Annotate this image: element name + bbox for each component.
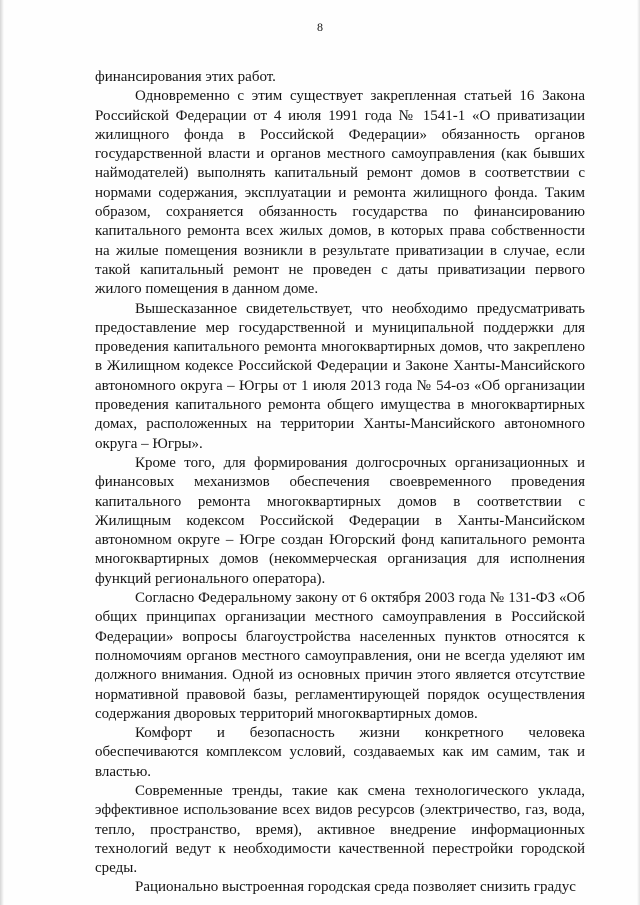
body-text <box>95 68 585 898</box>
paragraph-1: финансирования этих работ. <box>95 69 276 85</box>
paragraph-8: Рационально выстроенная городская среда позволяет снизить градус <box>135 879 576 896</box>
paragraph-6: Комфорт и безопасность жизни конкретного человека обеспечиваются комплексом условий, создаваемых как им самим, так и властью. <box>95 725 585 780</box>
paragraph-3: Вышесказанное свидетельствует, что необходимо предусматривать предоставление мер государственной и муниципальной поддержки для проведения капитального ремонта многоквартирных домов, что закреплено в Жилищном кодексе Российской Федерации и Законе Ханты-Мансийского автономного округа – Югры от 1 июля 2013 года № 54-оз «Об организации проведения капитального ремонта общего имущества в многоквартирных домах, расположенных на территории Ханты-Мансийского автономного округа – Югры». <box>95 300 585 452</box>
paragraph-4: Кроме того, для формирования долгосрочных организационных и финансовых механизмов обеспечения своевременного проведения капитального ремонта многоквартирных домов в соответствии с Жилищным кодексом Российской Федерации в Ханты-Мансийском автономном округе – Югре создан Югорский фонд капитального ремонта многоквартирных домов (некоммерческая организация для исполнения функций регионального оператора). <box>95 454 585 587</box>
page-number: 8 <box>317 20 323 34</box>
scan-edge-left <box>0 0 4 905</box>
paragraph-5: Согласно Федеральному закону от 6 октября 2003 года № 131-ФЗ «Об общих принципах организации местного самоуправления в Российской Федерации» вопросы благоустройства населенных пунктов относятся к полномочиям органов местного самоуправления, они не всегда уделяют им должного внимания. Одной из основных причин этого является отсутствие нормативной правовой базы, регламентирующей порядок осуществления содержания дворовых территорий многоквартирных домов. <box>95 590 585 722</box>
paragraph-7: Современные тренды, такие как смена технологического уклада, эффективное использование всех видов ресурсов (электричество, газ, вода, тепло, пространство, время), активное внедрение информационных технологий ведут к необходимости качественной перестройки городской среды. <box>95 782 585 877</box>
paragraph-2: Одновременно с этим существует закрепленная статьей 16 Закона Российской Федерации от 4 июля 1991 года № 1541-1 «О приватизации жилищного фонда в Российской Федерации» обязанность органов государственной власти и органов местного самоуправления (как бывших наймодателей) выполнять капитальный ремонт домов в соответствии с нормами содержания, эксплуатации и ремонта жилищного фонда. Таким образом, сохраняется обязанность государства по финансированию капитального ремонта всех жилых домов, в которых права собственности на жилые помещения возникли в результате приватизации в случае, если такой капитальный ремонт не проведен с даты приватизации первого жилого помещения в данном доме. <box>95 88 585 298</box>
